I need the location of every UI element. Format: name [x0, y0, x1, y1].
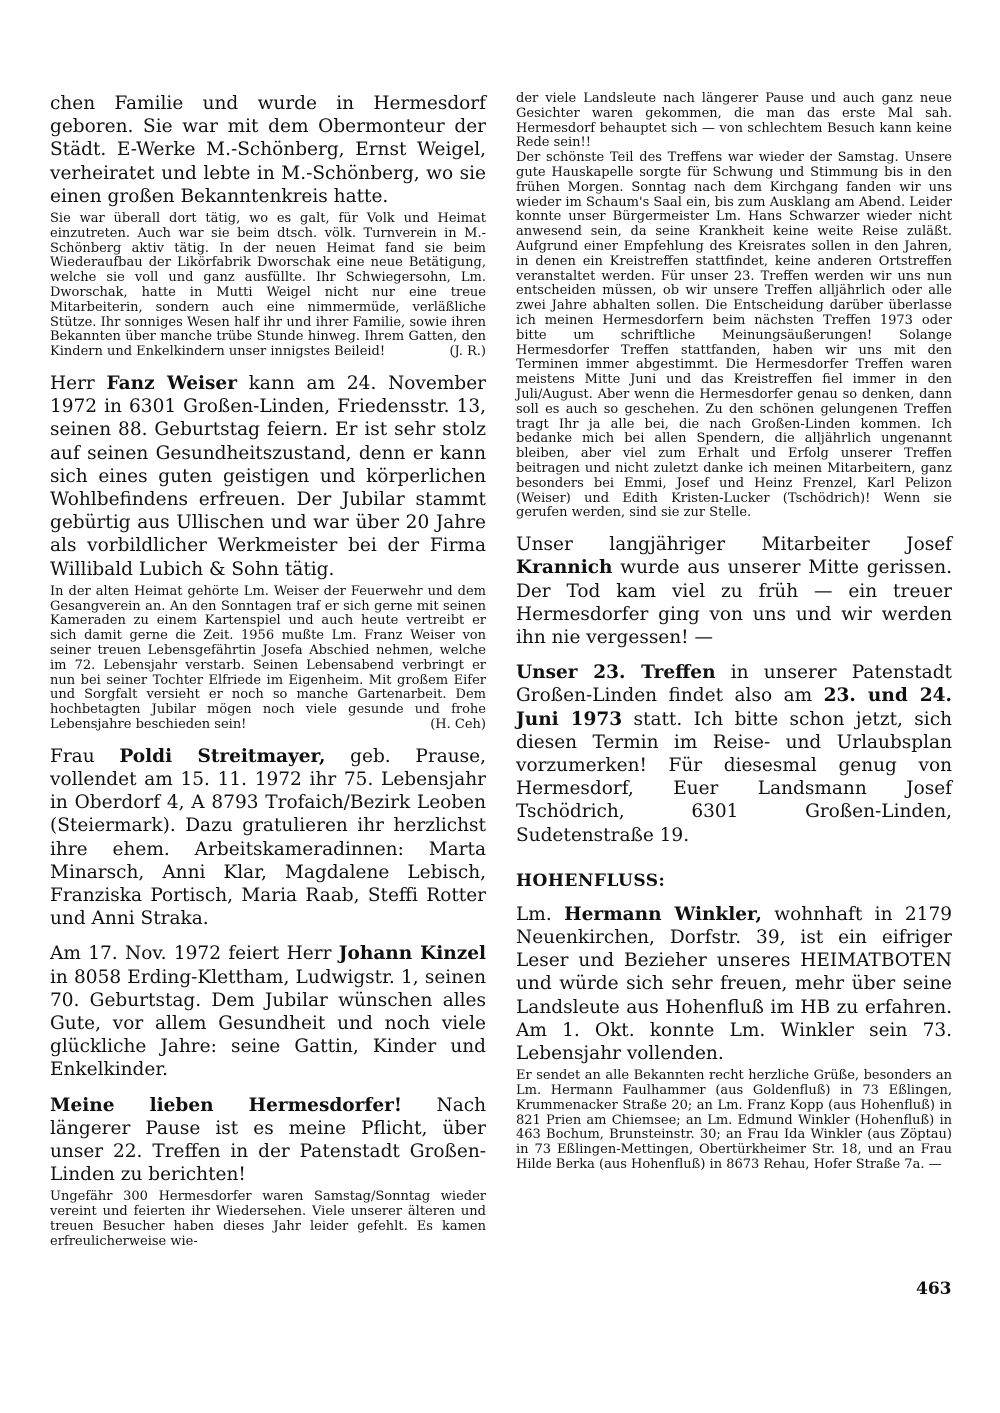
weigel-obituary-body — [50, 212, 486, 360]
right-column — [516, 92, 952, 1173]
streitmayer-post: geb. Prause, vollendet am 15. 11. 1972 ihr 75. Lebensjahr in Oberdorf 4, A 8793 Trofaich/Bezirk Leoben (Steiermark). Dazu gratulieren ihr herzlichst ihre ehem. Arbeitskameradinnen: Marta Minarsch, Anni Klar, Magdalene Lebisch, Franziska Portisch, Maria Raab, Steffi Rotter und Anni Straka. — [50, 745, 486, 930]
krannich-pre: Unser langjähriger Mitarbeiter Josef — [516, 534, 952, 556]
meeting-text-2: statt. Ich bitte schon jetzt, sich diesen Termin im Reise- und Urlaubsplan vorzumerken! Für diesesmal genug von Hermesdorf, Euer Landsmann Josef Tschödrich, 6301 Großen-Linden, Sudetenstraße 19. — [516, 708, 952, 846]
hermesdorf-report-intro — [50, 1094, 486, 1187]
kinzel-birthday — [50, 942, 486, 1081]
section-heading-hohenfluss: HOHENFLUSS: — [516, 870, 666, 891]
weiser-birthday-intro — [50, 372, 486, 581]
streitmayer-name: Poldi Streitmayer, — [119, 745, 326, 767]
winkler-notice — [516, 903, 952, 1065]
winkler-name: Hermann Winkler, — [564, 903, 762, 925]
krannich-name: Krannich — [516, 557, 613, 579]
weigel-obituary-text: Sie war überall dort tätig, wo es galt, für Volk und Heimat einzutreten. Auch war sie beim dtsch. völk. Turnverein in M.-Schönberg aktiv tätig. In der neuen Heimat fand sie beim Wiederaufbau der Likörfabrik Dworschak eine neue Betätigung, welche sie voll und ganz ausfüllte. Ihr Schwiegersohn, Lm. Dworschak, hatte in Mutti Weigel nicht nur eine treue Mitarbeiterin, sondern auch eine nimmermüde, verläßliche Stütze. Ihr sonniges Wesen half ihr und ihrer Familie, sowie ihren Bekannten über manche trübe Stunde hinweg. Ihrem Gatten, den Kindern und Enkelkindern unser innigstes Beileid! — [50, 211, 486, 360]
winkler-post: wohnhaft in 2179 Neuenkirchen, Dorfstr. 39, ist ein eifriger Leser und Bezieher unseres HEIMATBOTEN und würde sich sehr freuen, mehr über seine Landsleute aus Hohenfluß im HB zu erfahren. Am 1. Okt. konnte Lm. Winkler sein 73. Lebensjahr vollenden. — [516, 903, 952, 1064]
krannich-notice — [516, 533, 952, 649]
winkler-pre: Lm. — [516, 903, 565, 925]
meeting-date: 23. und 24. Juni 1973 — [516, 685, 952, 730]
weiser-post: kann am 24. November 1972 in 6301 Großen-Linden, Friedensstr. 13, seinen 88. Geburtstag feiern. Er ist sehr stolz auf seinen Gesundheitszustand, denn er kann sich eines guten geistigen und körperlichen Wohlbefindens erfreuen. Der Jubilar stammt gebürtig aus Ullischen und war über 20 Jahre als vorbildlicher Werkmeister bei der Firma Willibald Lubich & Sohn tätig. — [50, 372, 486, 580]
weiser-pre: Herr — [50, 372, 107, 394]
meeting-title: Unser 23. Treffen — [516, 662, 716, 684]
streitmayer-birthday — [50, 745, 486, 931]
weigel-obituary-signature: (J. R.) — [449, 344, 486, 360]
hermesdorf-report-details: Der schönste Teil des Treffens war wieder der Samstag. Unsere gute Hauskapelle sorgte für Schwung und Stimmung bis in den frühen Morgen. Sonntag nach dem Kirchgang fanden wir uns wieder im Schaum's Saal ein, bis zum Ausklang am Abend. Leider konnte unser Bürgermeister Lm. Hans Schwarzer wieder nicht anwesend sein, da seine Krankheit keine weite Reise zuläßt. Aufgrund einer Empfehlung des Kreisrates sollen in den Jahren, in denen ein Kreistreffen stattfindet, keine anderen Ortstreffen veranstaltet werden. Für unser 23. Treffen werden wir uns nun entscheiden müssen, ob wir unsere Treffen alljährlich oder alle zwei Jahre abhalten sollen. Die Entscheidung darüber überlasse ich meinen Hermesdorfern beim nächsten Treffen 1973 oder bitte um schriftliche Meinungsäußerungen! Solange Hermesdorfer Treffen stattfanden, haben wir uns mit den Terminen immer abgestimmt. Die Hermesdorfer Treffen waren meistens Mitte Juni und das Kreistreffen fiel immer in den Juli/August. Aber wenn die Hermesdorfer genau so denken, dann soll es auch so geschehen. Zu den schönen gelungenen Treffen tragt Ihr ja alle bei, die nach Großen-Linden kommen. Ich bedanke mich bei allen Spendern, die alljährlich ungenannt bleiben, aber viel zum Erhalt und Erfolg unserer Treffen beitragen und nicht zuletzt danke ich meinen Mitarbeitern, ganz besonders bei Emmi, Josef und Heinz Frenzel, Karl Pelizon (Weiser) und Edith Kristen-Lucker (Tschödrich)! Wenn sie gerufen werden, sind sie zur Stelle. — [516, 150, 952, 521]
weiser-body-text: In der alten Heimat gehörte Lm. Weiser der Feuerwehr und dem Gesangverein an. An den Sonntagen traf er sich gerne mit seinen Kameraden zu einem Kartenspiel und auch heute vertreibt er sich damit gerne die Zeit. 1956 mußte Lm. Franz Weiser von seiner treuen Lebensgefährtin Josefa Abschied nehmen, welche im 72. Lebensjahr verstarb. Seinen Lebensabend verbringt er nun bei seiner Tochter Elfriede im Eigenheim. Mit großem Eifer und Sorgfalt versieht er noch so manche Gartenarbeit. Dem hochbetagten Jubilar mögen noch viele gesunde und frohe Lebensjahre beschieden sein! — [50, 583, 486, 732]
left-column — [50, 92, 486, 1250]
weiser-birthday-body — [50, 585, 486, 733]
hermesdorf-intro-text: Nach längerer Pause ist es meine Pflicht, über unser 22. Treffen in der Patenstadt Großen-Linden zu berichten! — [50, 1094, 486, 1186]
kinzel-name: Johann Kinzel — [338, 943, 487, 965]
krannich-post: wurde aus unserer Mitte gerissen. Der Tod kam viel zu früh — ein treuer Hermesdorfer ging von uns und wir werden ihn nie vergessen! — — [516, 557, 952, 648]
streitmayer-pre: Frau — [50, 745, 120, 767]
next-meeting-notice — [516, 661, 952, 847]
winkler-greetings: Er sendet an alle Bekannten recht herzliche Grüße, besonders an Lm. Hermann Faulhammer (aus Goldenfluß) in 73 Eßlingen, Krummenacker Straße 20; an Lm. Franz Kopp (aus Hohenfluß) in 821 Prien am Chiemsee; an Lm. Edmund Winkler (Hohenfluß) in 463 Bochum, Brunsteinstr. 30; an Frau Ida Winkler (aus Zöptau) in 73 Eßlingen-Mettingen, Obertürkheimer Str. 18, und an Frau Hilde Berka (aus Hohenfluß) in 8673 Rehau, Hofer Straße 7a. — — [516, 1068, 952, 1172]
weigel-obituary-intro: chen Familie und wurde in Hermesdorf geboren. Sie war mit dem Obermonteur der Städt. E-Werke M.-Schönberg, Ernst Weigel, verheiratet und lebte in M.-Schönberg, wo sie einen großen Bekanntenkreis hatte. — [50, 93, 486, 207]
hermesdorf-report-body: Ungefähr 300 Hermesdorfer waren Samstag/Sonntag wieder vereint und feierten ihr Wiedersehen. Viele unserer älteren und treuen Besucher haben dieses Jahr leider gefehlt. Es kamen erfreulicherweise wie- — [50, 1189, 486, 1249]
kinzel-post: in 8058 Erding-Klettham, Ludwigstr. 1, seinen 70. Geburtstag. Dem Jubilar wünschen alles Gute, vor allem Gesundheit und noch viele glückliche Jahre: seine Gattin, Kinder und Enkelkinder. — [50, 966, 486, 1081]
hermesdorf-report-continued: der viele Landsleute nach längerer Pause und auch ganz neue Gesichter waren gekommen, die man das erste Mal sah. Hermesdorf behauptet sich — von schlechtem Besuch kann keine Rede sein!! — [516, 91, 952, 151]
kinzel-pre: Am 17. Nov. 1972 feiert Herr — [50, 943, 339, 965]
weiser-name: Fanz Weiser — [106, 372, 237, 394]
meeting-text-1: in unserer Patenstadt Großen-Linden findet also am — [516, 662, 952, 707]
weiser-signature: (H. Ceh) — [430, 716, 486, 732]
hermesdorf-greeting: Meine lieben Hermesdorfer! — [50, 1094, 402, 1116]
page-number: 463 — [916, 1279, 952, 1299]
